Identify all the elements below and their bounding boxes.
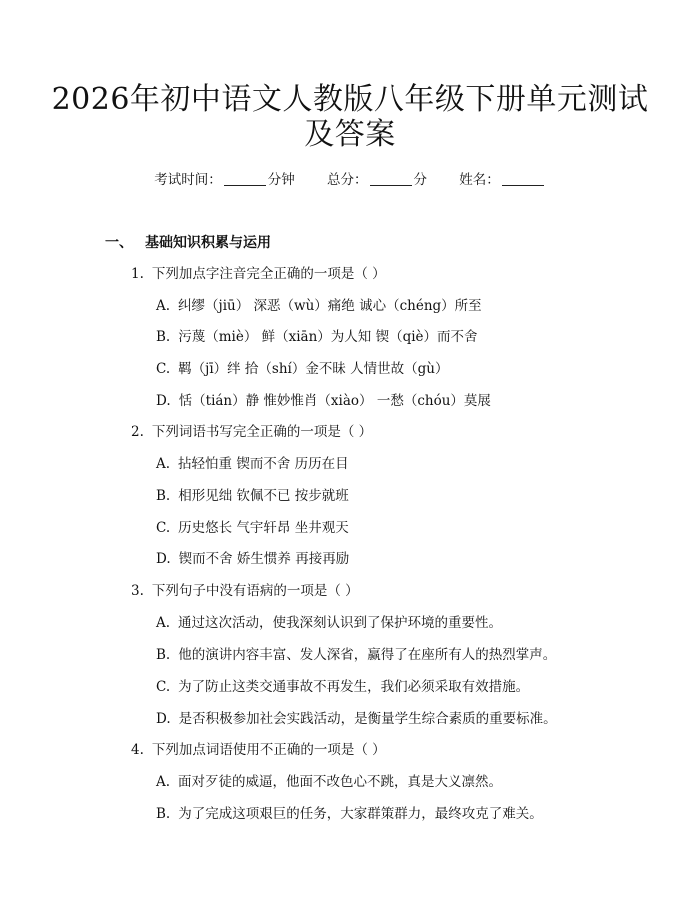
option-text: 锲而不舍 娇生惯养 再接再励 [178,551,350,567]
option-4a [156,770,502,790]
section-title: 基础知识积累与运用 [145,235,271,251]
option-text: 面对歹徒的威逼，他面不改色心不跳，真是大义凛然。 [178,774,503,790]
option-letter: A. [156,615,171,631]
option-letter: A. [156,456,171,472]
option-text: 恬（tián）静 惟妙惟肖（xiào） 一愁（chóu）莫展 [178,393,491,409]
option-letter: B. [156,488,171,504]
option-letter: B. [156,329,171,345]
option-text: 是否积极参加社会实践活动，是衡量学生综合素质的重要标准。 [178,711,557,727]
option-3a [156,611,502,631]
document-title-line1: 2026年初中语文人教版八年级下册单元测试 [51,82,649,117]
option-3d [156,707,557,727]
option-letter: D. [156,393,171,409]
option-text: 为了完成这项艰巨的任务，大家群策群力，最终攻克了难关。 [178,806,543,822]
question-2 [131,420,372,440]
option-1a [156,294,482,314]
exam-time-blank [224,173,266,186]
exam-score-label: 总分： [327,172,368,188]
question-text: 下列加点词语使用不正确的一项是（ ） [151,742,386,758]
exam-name [459,172,546,188]
option-letter: C. [156,361,171,377]
option-text: 历史悠长 气宇轩昂 坐井观天 [178,520,349,536]
exam-time-label: 考试时间： [154,172,222,188]
exam-score-blank [370,173,412,186]
option-letter: D. [156,711,171,727]
option-1c [156,357,449,377]
option-4b [156,802,543,822]
option-1d [156,389,491,409]
option-text: 拈轻怕重 锲而不舍 历历在目 [178,456,349,472]
option-3b [156,643,556,663]
exam-name-label: 姓名： [459,172,500,188]
question-3 [131,579,359,599]
option-letter: B. [156,806,171,822]
option-text: 纠缪（jiū） 深恶（wù）痛绝 诚心（chéng）所至 [178,298,482,314]
option-1b [156,325,478,345]
exam-time [154,172,295,188]
option-2d [156,547,349,567]
option-text: 污蔑（miè） 鲜（xiān）为人知 锲（qiè）而不舍 [178,329,478,345]
question-4 [131,738,386,758]
exam-meta-line [0,168,700,188]
option-2a [156,452,349,472]
section-number: 一、 [105,235,133,251]
question-text: 下列词语书写完全正确的一项是（ ） [151,424,373,440]
option-text: 他的演讲内容丰富、发人深省，赢得了在座所有人的热烈掌声。 [178,647,557,663]
exam-score [327,172,427,188]
question-number: 1. [131,266,144,282]
option-3c [156,675,529,695]
question-text: 下列加点字注音完全正确的一项是（ ） [151,266,386,282]
option-letter: B. [156,647,171,663]
option-letter: A. [156,774,171,790]
option-text: 通过这次活动，使我深刻认识到了保护环境的重要性。 [178,615,503,631]
option-text: 为了防止这类交通事故不再发生，我们必须采取有效措施。 [178,679,530,695]
question-number: 4. [131,742,144,758]
question-text: 下列句子中没有语病的一项是（ ） [151,583,359,599]
exam-name-blank [502,173,544,186]
question-1 [131,262,386,282]
question-number: 2. [131,424,144,440]
question-number: 3. [131,583,144,599]
option-text: 羁（jī）绊 拾（shí）金不昧 人情世故（gù） [178,361,449,377]
option-2b [156,484,349,504]
exam-time-unit: 分钟 [267,172,295,188]
document-title-line2: 及答案 [304,117,396,152]
option-letter: C. [156,520,171,536]
option-letter: C. [156,679,171,695]
option-2c [156,516,349,536]
option-letter: D. [156,551,171,567]
option-text: 相形见绌 钦佩不已 按步就班 [178,488,349,504]
section-heading [105,232,271,252]
option-letter: A. [156,298,171,314]
exam-score-unit: 分 [413,172,427,188]
